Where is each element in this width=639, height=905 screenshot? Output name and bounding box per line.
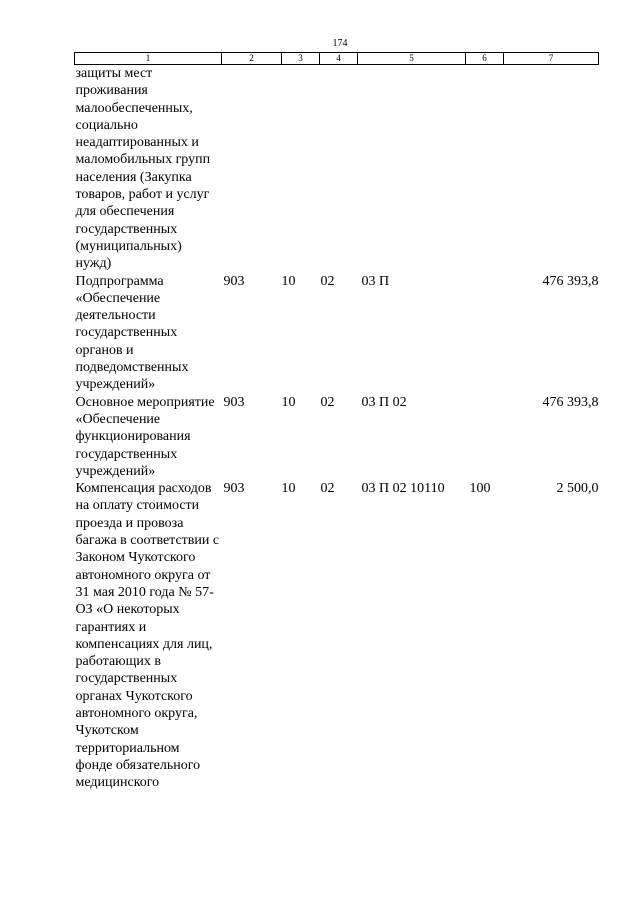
column-number: 6: [466, 53, 504, 65]
row-subsection: [320, 65, 358, 273]
row-amount: 2 500,0: [556, 481, 599, 497]
row-section: 10: [281, 481, 296, 497]
table-row: [75, 273, 599, 394]
column-number: 1: [75, 53, 222, 65]
column-number: 2: [222, 53, 282, 65]
row-description: Компенсация расходов на оплату стоимости проезда и провоза багажа в соответствии с Законом Чукотского автономного округа от 31 мая 2010 года № 57-ОЗ «О некоторых гарантиях и компенсациях для лиц, работающих в государственных органах Чукотского автономного округа, Чукотском территориальном фонде обязательного медицинского: [75, 481, 220, 791]
column-number: 3: [282, 53, 320, 65]
row-expense-type: [466, 394, 504, 480]
row-target-article: 03 П 02: [361, 394, 407, 410]
row-amount: 476 393,8: [542, 273, 599, 289]
column-number-row: [75, 53, 599, 65]
page-number: 174: [332, 38, 348, 49]
row-description: Основное мероприятие «Обеспечение функционирования государственных учреждений»: [75, 394, 215, 479]
row-subsection: 02: [320, 394, 335, 410]
row-section: 10: [281, 394, 296, 410]
row-section: [282, 65, 320, 273]
row-admin-code: 903: [223, 481, 245, 497]
row-admin-code: [222, 65, 282, 273]
row-subsection: 02: [320, 481, 335, 497]
row-amount: [504, 65, 599, 273]
row-target-article: [358, 65, 466, 273]
row-section: 10: [281, 273, 296, 289]
row-expense-type: [466, 65, 504, 273]
budget-table: [74, 52, 599, 791]
row-target-article: 03 П 02 10110: [361, 481, 445, 497]
table-row: [75, 480, 599, 791]
table-row: [75, 65, 599, 273]
column-number: 4: [320, 53, 358, 65]
row-admin-code: 903: [223, 394, 245, 410]
row-description: Подпрограмма «Обеспечение деятельности государственных органов и подведомственных учреждений»: [75, 273, 189, 393]
row-target-article: 03 П: [361, 273, 390, 289]
row-admin-code: 903: [223, 273, 245, 289]
row-subsection: 02: [320, 273, 335, 289]
column-number: 5: [358, 53, 466, 65]
column-number: 7: [504, 53, 599, 65]
row-expense-type: [466, 273, 504, 394]
table-row: [75, 394, 599, 480]
row-expense-type: 100: [469, 481, 491, 497]
row-description: защиты мест проживания малообеспеченных, социально неадаптированных и маломобильных групп населения (Закупка товаров, работ и услуг для обеспечения государственных (муниципальных) нужд): [75, 66, 211, 272]
row-amount: 476 393,8: [542, 394, 599, 410]
